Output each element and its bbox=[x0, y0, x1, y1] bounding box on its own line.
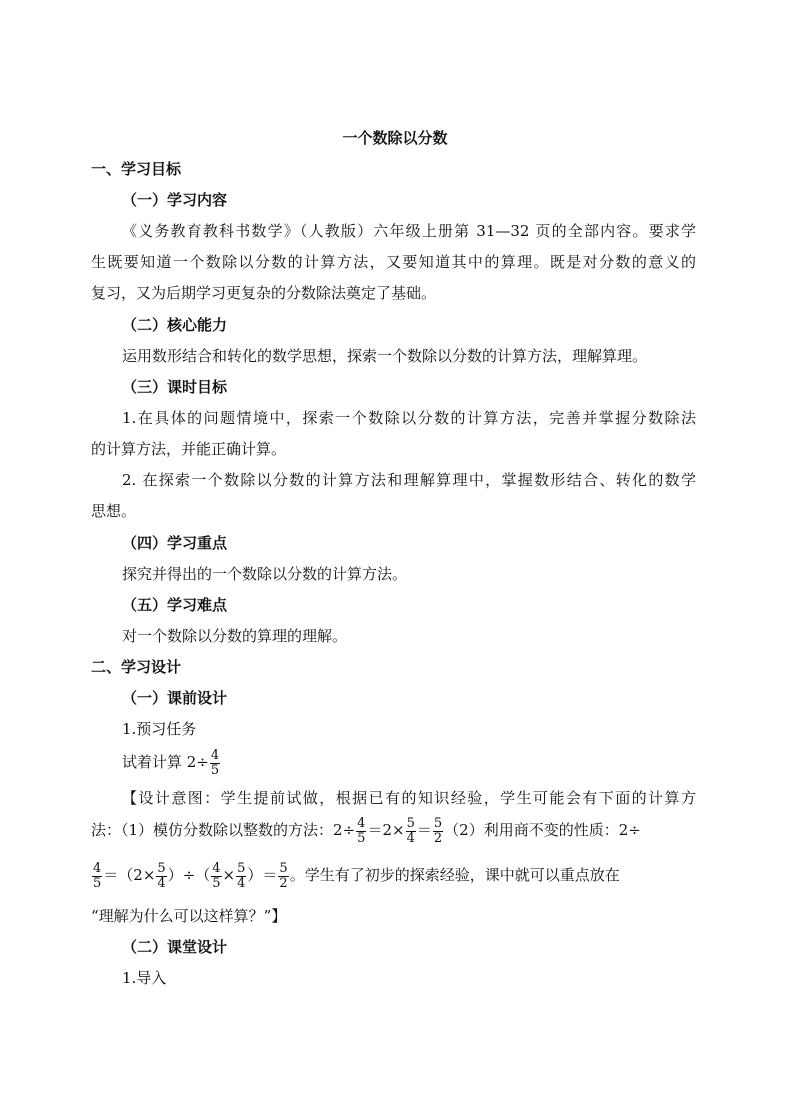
subheading-lesson-goals: （三）课时目标 bbox=[122, 378, 228, 396]
paragraph-line: 生既要知道一个数除以分数的计算方法，又要知道其中的算理。既是对分数的意义的 bbox=[91, 253, 696, 271]
fraction: $\frac{5}{4}$ bbox=[157, 860, 166, 891]
fraction: $\frac{4}{5}$ bbox=[212, 860, 221, 891]
paragraph-line: 思想。 bbox=[91, 502, 137, 520]
fraction: $\frac{5}{4}$ bbox=[406, 815, 415, 846]
subheading-key-points: （四）学习重点 bbox=[122, 534, 228, 552]
paragraph-line: 《义务教育教科书数学》（人教版）六年级上册第 31—32 页的全部内容。要求学 bbox=[122, 222, 696, 240]
paragraph-line: 2. 在探索一个数除以分数的计算方法和理解算理中，掌握数形结合、转化的数学 bbox=[122, 471, 696, 489]
subheading-core-ability: （二）核心能力 bbox=[122, 316, 228, 334]
subheading-difficult-points: （五）学习难点 bbox=[122, 596, 228, 614]
paragraph-line: 复习，又为后期学习更复杂的分数除法奠定了基础。 bbox=[91, 284, 437, 302]
paragraph-line: 【设计意图：学生提前试做，根据已有的知识经验，学生可能会有下面的计算方 bbox=[122, 789, 696, 807]
fraction: $\frac{5}{4}$ bbox=[237, 860, 246, 891]
paragraph-line: 对一个数除以分数的算理的理解。 bbox=[122, 627, 348, 645]
fraction: $\frac{5}{2}$ bbox=[433, 815, 443, 846]
fraction: $\frac{4}{5}$ bbox=[93, 860, 102, 891]
section-heading-learning-design: 二、学习设计 bbox=[91, 658, 182, 676]
paragraph-line: 的计算方法，并能正确计算。 bbox=[91, 440, 287, 458]
paragraph-line: 1.预习任务 bbox=[122, 720, 197, 738]
math-expression-line bbox=[122, 744, 696, 780]
section-heading-learning-goals: 一、学习目标 bbox=[91, 160, 182, 178]
paragraph-line: 1.在具体的问题情境中，探索一个数除以分数的计算方法，完善并掌握分数除法 bbox=[122, 409, 696, 427]
subheading-learning-content: （一）学习内容 bbox=[122, 191, 228, 209]
subheading-classroom-design: （二）课堂设计 bbox=[122, 938, 228, 956]
expression-text: 试着计算 2÷ bbox=[122, 753, 209, 771]
fraction: $\frac{4}{5}$ bbox=[357, 815, 366, 846]
paragraph-line: 探究并得出的一个数除以分数的计算方法。 bbox=[122, 565, 408, 583]
paragraph-line: “理解为什么可以这样算？”】 bbox=[91, 907, 287, 925]
fraction: $\frac{5}{2}$ bbox=[279, 860, 288, 891]
paragraph-line: 1.导入 bbox=[122, 969, 167, 987]
paragraph-line: 运用数形结合和转化的数学思想，探索一个数除以分数的计算方法，理解算理。 bbox=[122, 347, 648, 365]
page-title: 一个数除以分数 bbox=[342, 129, 448, 147]
fraction: $\frac{4}{5}$ bbox=[210, 747, 220, 778]
math-expression-line: 法：（1）模仿分数除以整数的方法：2÷ $\frac{4}{5}$ ＝2× $\frac{5}{4}$ ＝ $\frac{5}{2}$ （2）利用商不变的性质：2÷ bbox=[91, 815, 641, 846]
subheading-preclass-design: （一）课前设计 bbox=[122, 689, 228, 707]
math-expression-line: $\frac{4}{5}$ ＝（2× $\frac{5}{4}$ ）÷（ $\frac{4}{5}$ × $\frac{5}{4}$ ）＝ $\frac{5}{2}$ 。学生有了初步的探索经验，课中就可以重点放在 bbox=[93, 860, 620, 891]
